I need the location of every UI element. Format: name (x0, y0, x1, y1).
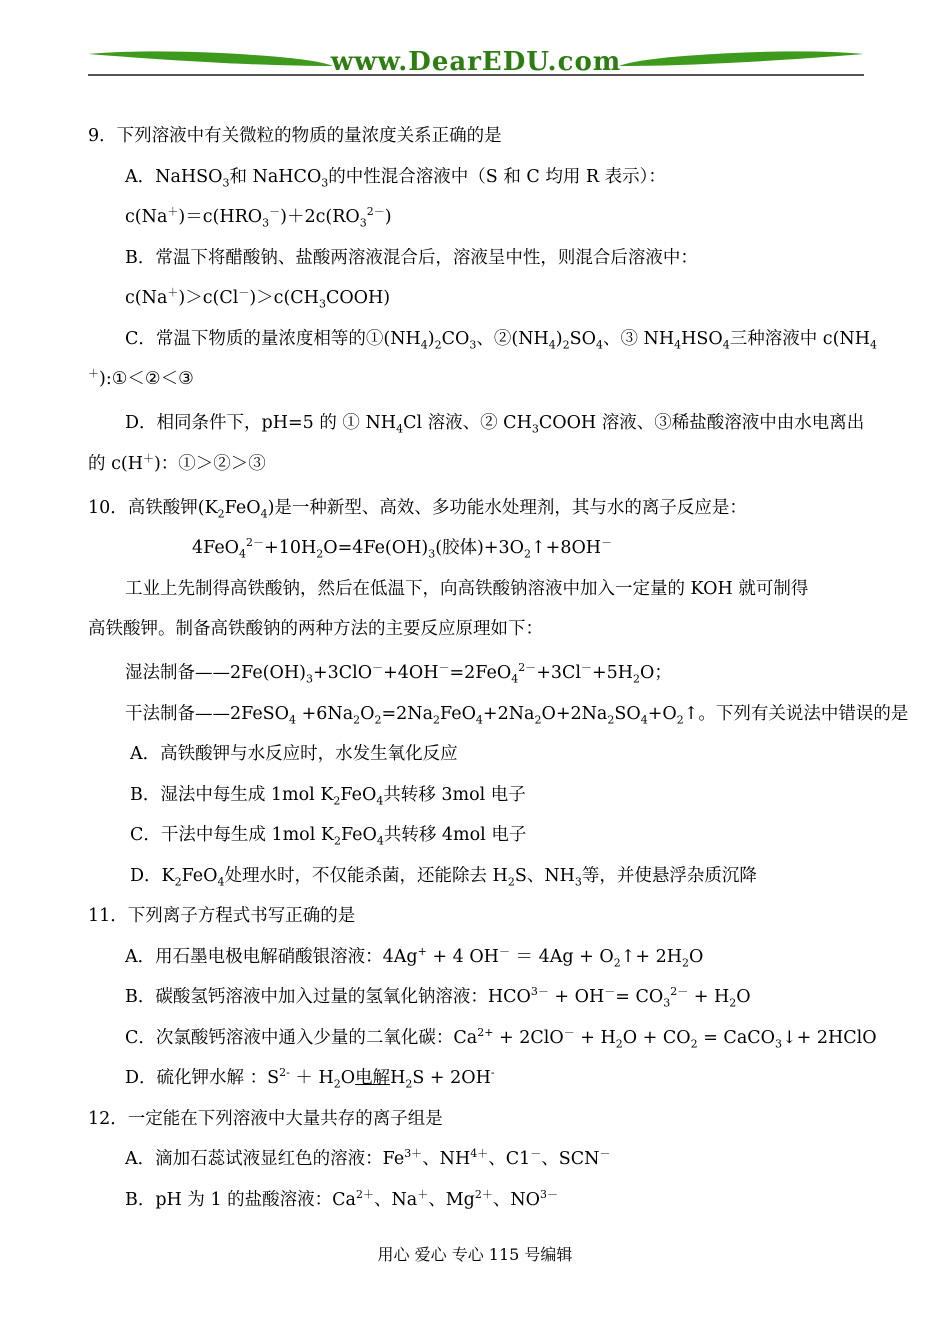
q11-option-c: C．次氯酸钙溶液中通入少量的二氧化碳：$Ca^{2+} + 2ClO^- + H_2O + CO_2$ = CaCO$_3$↓+ 2HClO (125, 1025, 877, 1050)
q9-stem: 9．下列溶液中有关微粒的物质的量浓度关系正确的是 (88, 126, 502, 146)
q10-dry-method: 干法制备——2FeSO$_4$ $+6Na_2O_2=2Na_2FeO_4+2Na_2O+2Na_2SO_4+O_2↑$。下列有关说法中错误的是 (125, 703, 909, 726)
q11-option-a: A．用石墨电极电解硝酸银溶液：4Ag+ + 4 $OH^- = 4Ag + O_2↑+ 2H_2O$ (125, 944, 704, 969)
q9-option-a-formula: $c(Na^+)=c(HRO_3^-)+2c(RO_3^{2-})$ (125, 205, 392, 230)
page-footer: 用心 爱心 专心 115 号编辑 (377, 1245, 573, 1264)
q9-option-b: B．常温下将醋酸钠、盐酸两溶液混合后，溶液呈中性，则混合后溶液中： (125, 247, 698, 268)
q10-wet-method: 湿法制备$——2Fe(OH)_3+3ClO^-+4OH^-=2FeO_4^{2-}+3Cl^-+5H_2O$； (125, 661, 672, 686)
q11-option-b: B．碳酸氢钙溶液中加入过量的氢氧化钠溶液：$HCO^{3-} + OH^-= CO_3^{2-} + H_2O$ (125, 985, 751, 1010)
q10-option-a: A．高铁酸钾与水反应时，水发生氧化反应 (130, 744, 458, 764)
q11-stem: 11．下列离子方程式书写正确的是 (88, 906, 356, 926)
q11-option-d: D．硫化钾水解 ：$S^{2-} + H_2O$电解$H_2S + 2OH^-$ (125, 1066, 495, 1091)
q10-option-c: C．干法中每生成 1mol $K_2FeO_4$共转移 4mol 电子 (130, 825, 527, 848)
site-header (88, 40, 864, 80)
q9-option-d-cont: 的 c(H＋)：①＞②＞③ (88, 451, 266, 474)
q12-option-b: B．pH 为 1 的盐酸溶液：$Ca^{2+}$、Na＋、$Mg^{2+}$、$NO^{3-}$ (125, 1187, 559, 1210)
document-body (88, 122, 909, 1226)
q12-option-a: A．滴加石蕊试液显红色的溶液：$Fe^{3+}$、$NH^{4+}$、C1－、SCN－ (125, 1147, 611, 1169)
q12-stem: 12．一定能在下列溶液中大量共存的离子组是 (88, 1108, 443, 1129)
q9-option-b-formula: $c(Na^+)>c(Cl^-)>c(CH_3COOH)$ (125, 286, 391, 311)
q9-option-a: A．NaHSO$_3$和 NaHCO$_3$的中性混合溶液中（S 和 C 均用 R 表示）： (125, 166, 666, 189)
q10-paragraph-2: 高铁酸钾。制备高铁酸钠的两种方法的主要反应原理如下： (88, 619, 543, 639)
q9-option-c: C．常温下物质的量浓度相等的$①(NH_4)_2CO_3$、$②(NH_4)_2SO_4$、③ $NH_4HSO_4$三种溶液中 $c(NH_4$ (125, 328, 877, 351)
q10-option-b: B．湿法中每生成 1mol $K_2FeO_4$共转移 3mol 电子 (130, 784, 526, 807)
q10-option-d: D．$K_2FeO_4$处理水时，不仅能杀菌，还能除去 $H_2S$、$NH_3$等，并使悬浮杂质沉降 (130, 865, 757, 888)
q10-paragraph-1: 工业上先制得高铁酸钠，然后在低温下，向高铁酸钠溶液中加入一定量的 KOH 就可制得 (125, 578, 809, 599)
q10-stem: 10．高铁酸钾$(K_2FeO_4)$是一种新型、高效、多功能水处理剂，其与水的离子反应是： (88, 497, 747, 520)
electrolysis-label: 电解 (355, 1068, 391, 1088)
q9-option-c-cont: ＋):①＜②＜③ (88, 367, 194, 389)
site-logo[interactable]: www.DearEDU.com (330, 47, 622, 77)
q9-option-d: D．相同条件下，pH=5 的 ① $NH_4Cl$ 溶液、② $CH_3COOH$ 溶液、③稀盐酸溶液中由水电离出 (125, 413, 865, 436)
q10-equation: $4FeO_4^{2-}+10H_2O=4Fe(OH)_3$(胶体)$+3O_2↑+8OH^-$ (192, 536, 613, 561)
